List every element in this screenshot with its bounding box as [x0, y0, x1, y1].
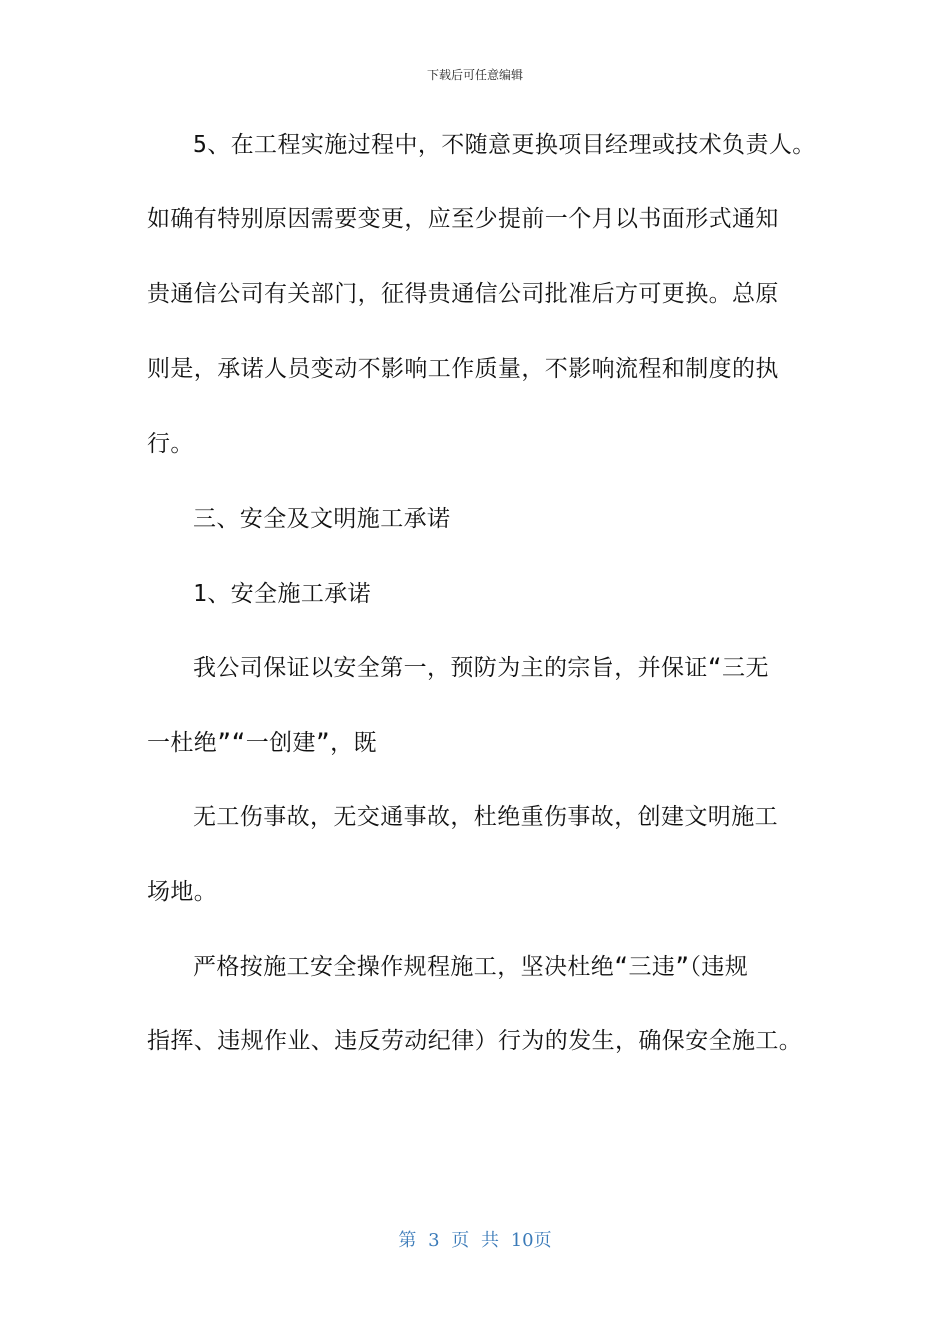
body-line: 则是，承诺人员变动不影响工作质量，不影响流程和制度的执 [147, 356, 779, 382]
body-line: 严格按施工安全操作规程施工，坚决杜绝“三违”（违规 [193, 954, 749, 980]
body-line: 贵通信公司有关部门，征得贵通信公司批准后方可更换。总原 [147, 281, 779, 307]
body-line: 如确有特别原因需要变更，应至少提前一个月以书面形式通知 [147, 206, 779, 232]
body-line: 无工伤事故，无交通事故，杜绝重伤事故，创建文明施工 [193, 804, 778, 830]
body-line: 行。 [147, 431, 194, 457]
body-line: 我公司保证以安全第一，预防为主的宗旨，并保证“三无 [193, 655, 769, 681]
subsection-heading: 1、安全施工承诺 [193, 581, 372, 607]
page-footer: 第 3 页 共 10页 [398, 1230, 552, 1251]
body-line: 场地。 [147, 879, 218, 905]
body-line: 5、在工程实施过程中，不随意更换项目经理或技术负责人。 [193, 132, 816, 158]
page-header: 下载后可任意编辑 [426, 68, 523, 82]
section-heading: 三、安全及文明施工承诺 [193, 506, 451, 532]
body-line: 指挥、违规作业、违反劳动纪律）行为的发生，确保安全施工。 [147, 1028, 803, 1054]
body-line: 一杜绝”“一创建”，既 [147, 730, 377, 756]
